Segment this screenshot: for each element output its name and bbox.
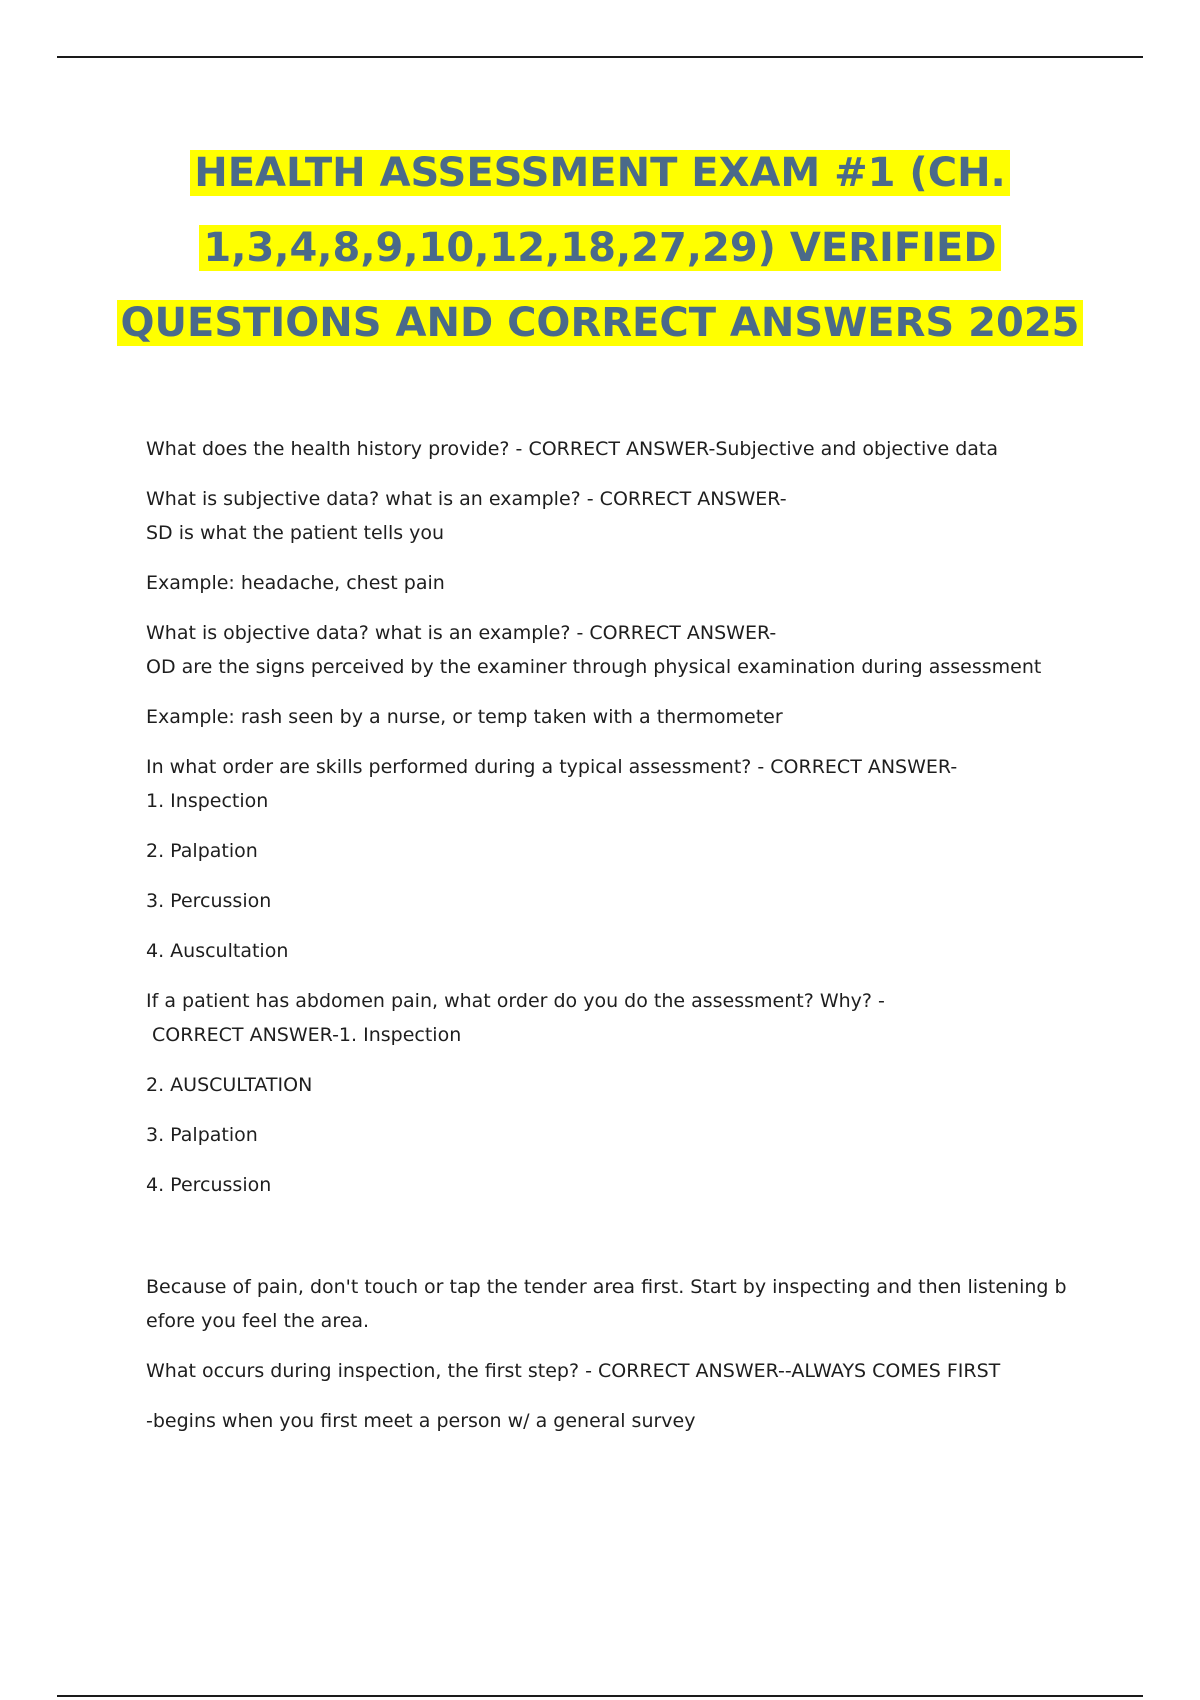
qa-question-order: In what order are skills performed during a typical assessment? - CORRECT ANSWER- (146, 756, 958, 778)
document-title (100, 136, 1100, 361)
bottom-divider (57, 1695, 1143, 1697)
title-line-2: 1,3,4,8,9,10,12,18,27,29) VERIFIED (199, 225, 1000, 271)
qa-explanation-pain: Because of pain, don't touch or tap the tender area first. Start by inspecting and then listening b (146, 1276, 1067, 1298)
qa-question-inspection: What occurs during inspection, the first step? - CORRECT ANSWER--ALWAYS COMES FIRST (146, 1360, 1001, 1382)
list-item: 4. Percussion (146, 1174, 272, 1196)
qa-question-subjective: What is subjective data? what is an example? - CORRECT ANSWER- (146, 488, 787, 510)
qa-question-abdomen: If a patient has abdomen pain, what order do you do the assessment? Why? - (146, 990, 885, 1012)
qa-question-objective: What is objective data? what is an example? - CORRECT ANSWER- (146, 622, 777, 644)
list-item: 3. Palpation (146, 1124, 258, 1146)
qa-answer-subjective: SD is what the patient tells you (146, 522, 445, 544)
title-line-1: HEALTH ASSESSMENT EXAM #1 (CH. (190, 150, 1009, 196)
list-item: 4. Auscultation (146, 940, 289, 962)
qa-answer-abdomen: CORRECT ANSWER-1. Inspection (146, 1024, 462, 1046)
qa-example-subjective: Example: headache, chest pain (146, 572, 445, 594)
document-body (146, 432, 1106, 1438)
qa-explanation-pain-cont: efore you feel the area. (146, 1310, 370, 1332)
title-line-3: QUESTIONS AND CORRECT ANSWERS 2025 (117, 300, 1084, 346)
qa-answer-inspection: -begins when you first meet a person w/ a general survey (146, 1410, 696, 1432)
qa-example-objective: Example: rash seen by a nurse, or temp taken with a thermometer (146, 706, 783, 728)
list-item: 2. AUSCULTATION (146, 1074, 313, 1096)
qa-question-health-history: What does the health history provide? - CORRECT ANSWER-Subjective and objective data (146, 438, 998, 460)
list-item: 3. Percussion (146, 890, 272, 912)
list-item: 2. Palpation (146, 840, 258, 862)
top-divider (57, 56, 1143, 58)
qa-answer-objective: OD are the signs perceived by the examiner through physical examination during assessment (146, 656, 1042, 678)
list-item: 1. Inspection (146, 790, 269, 812)
